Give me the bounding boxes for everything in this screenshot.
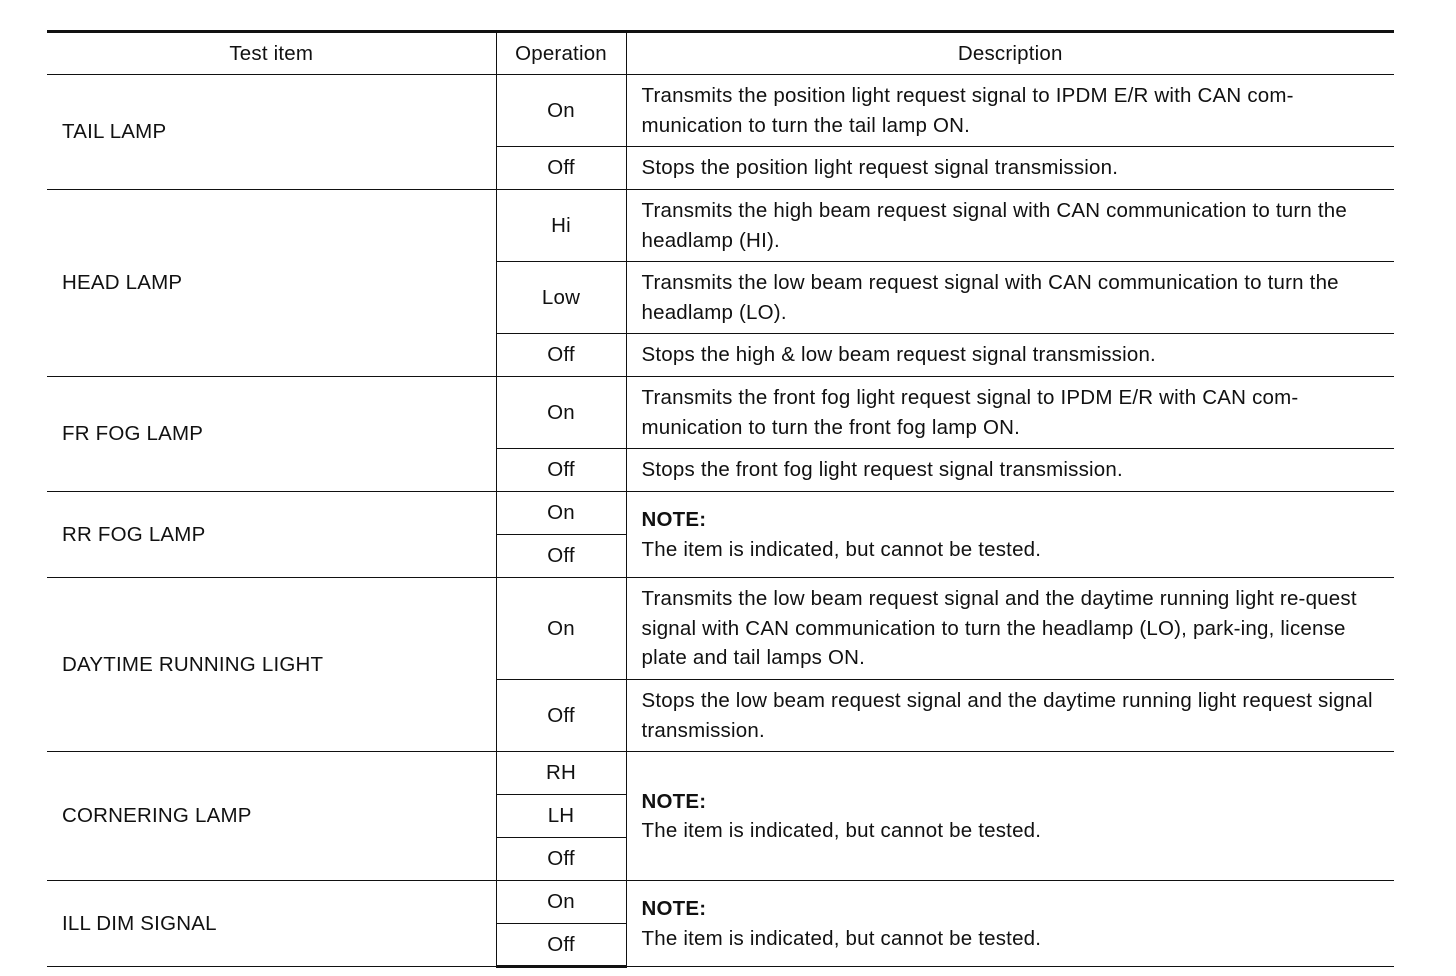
note-cell [626,752,1394,881]
operation-cell: Hi [496,190,626,262]
test-item-cornering-lamp: CORNERING LAMP [47,752,496,881]
operation-cell: Off [496,680,626,752]
operation-cell: Off [496,838,626,881]
description-cell: Stops the position light request signal transmission. [626,147,1394,190]
table-row [47,578,1394,680]
table-row [47,75,1394,147]
description-cell: Transmits the low beam request signal and the daytime running light re-quest signal with CAN communication to turn the headlamp (LO), park-ing, license plate and tail lamps ON. [626,578,1394,680]
operation-cell: Off [496,535,626,578]
operation-cell: On [496,75,626,147]
test-item-rr-fog-lamp: RR FOG LAMP [47,492,496,578]
header-description: Description [626,32,1394,75]
operation-cell: RH [496,752,626,795]
description-cell: Transmits the low beam request signal with CAN communication to turn the headlamp (LO). [626,262,1394,334]
test-item-ill-dim-signal: ILL DIM SIGNAL [47,881,496,967]
note-text: The item is indicated, but cannot be tested. [641,926,1042,950]
test-item-fr-fog-lamp: FR FOG LAMP [47,377,496,492]
test-item-daytime-running-light: DAYTIME RUNNING LIGHT [47,578,496,752]
table-header-row [47,32,1394,75]
note-text: The item is indicated, but cannot be tested. [641,819,1042,842]
operation-cell: On [496,881,626,924]
note-label: NOTE: [641,897,707,920]
operation-cell: On [496,377,626,449]
test-item-head-lamp: HEAD LAMP [47,190,496,377]
note-label: NOTE: [641,789,707,813]
operation-cell: On [496,578,626,680]
operation-cell: Off [496,924,626,967]
description-cell: Stops the low beam request signal and the daytime running light request signal transmission. [626,680,1394,752]
operation-cell: Off [496,449,626,492]
table-row [47,190,1394,262]
table-row [47,881,1394,924]
note-text: The item is indicated, but cannot be tested. [641,537,1042,561]
note-cell [626,492,1394,578]
header-operation: Operation [496,32,626,75]
operation-cell: Low [496,262,626,334]
note-label: NOTE: [641,508,707,531]
description-cell: Transmits the high beam request signal with CAN communication to turn the headlamp (HI). [626,190,1394,262]
header-test-item: Test item [47,32,496,75]
active-test-table [47,30,1394,968]
table-row [47,377,1394,449]
operation-cell: Off [496,147,626,190]
description-cell: Stops the front fog light request signal transmission. [626,449,1394,492]
operation-cell: LH [496,795,626,838]
operation-cell: Off [496,334,626,377]
operation-cell: On [496,492,626,535]
description-cell: Stops the high & low beam request signal transmission. [626,334,1394,377]
description-cell: Transmits the position light request signal to IPDM E/R with CAN com-munication to turn the tail lamp ON. [626,75,1394,147]
test-item-tail-lamp: TAIL LAMP [47,75,496,190]
table-row [47,492,1394,535]
table-row [47,752,1394,795]
note-cell [626,881,1394,967]
description-cell: Transmits the front fog light request signal to IPDM E/R with CAN com-munication to turn the front fog lamp ON. [626,377,1394,449]
